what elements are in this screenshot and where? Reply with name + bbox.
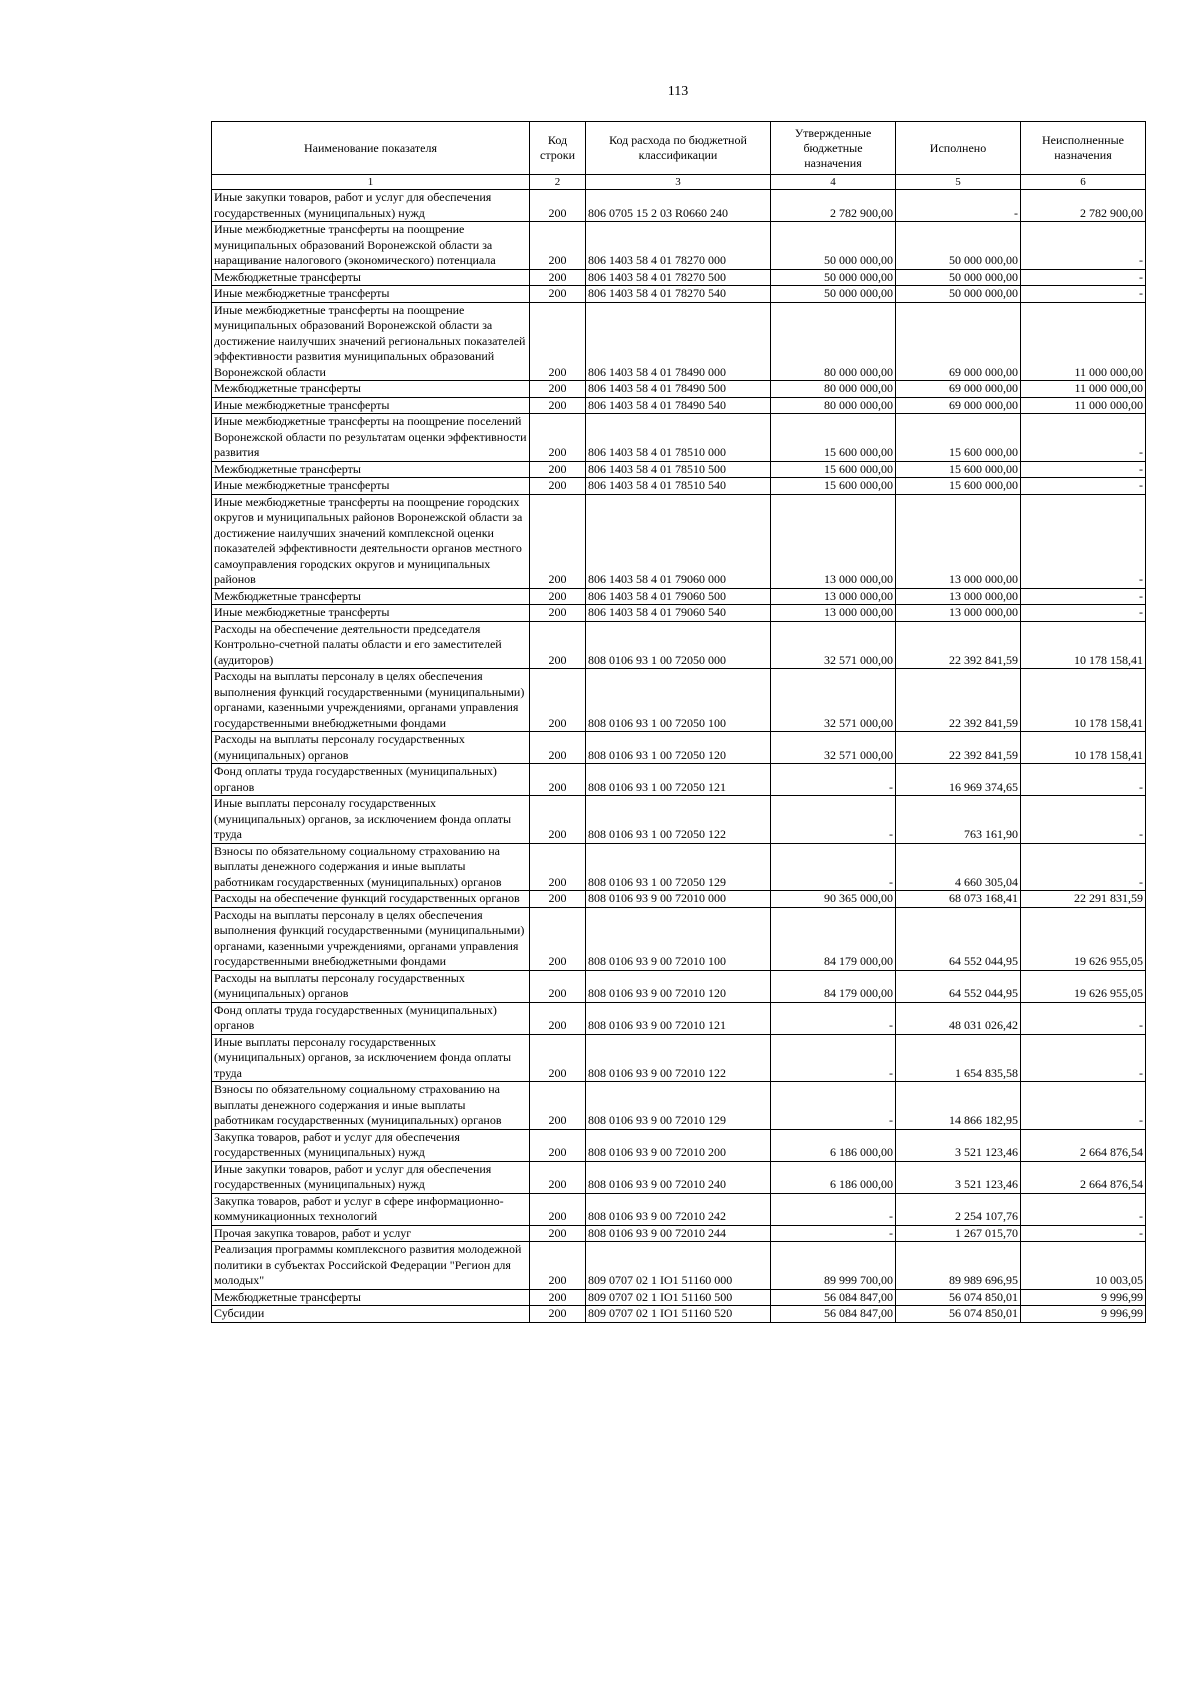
executed-amount-cell: 13 000 000,00 xyxy=(896,588,1021,605)
unexecuted-amount-cell: - xyxy=(1021,414,1146,462)
approved-amount-cell: 80 000 000,00 xyxy=(771,397,896,414)
approved-amount-cell: 32 571 000,00 xyxy=(771,732,896,764)
budget-code-cell: 806 1403 58 4 01 79060 500 xyxy=(586,588,771,605)
table-row xyxy=(212,478,1146,495)
unexecuted-amount-cell: - xyxy=(1021,764,1146,796)
executed-amount-cell: - xyxy=(896,190,1021,222)
approved-amount-cell: 84 179 000,00 xyxy=(771,970,896,1002)
unexecuted-amount-cell: - xyxy=(1021,796,1146,844)
unexecuted-amount-cell: - xyxy=(1021,478,1146,495)
row-code-cell: 200 xyxy=(530,302,586,381)
unexecuted-amount-cell: 11 000 000,00 xyxy=(1021,302,1146,381)
table-row xyxy=(212,605,1146,622)
column-number: 2 xyxy=(530,175,586,190)
row-code-cell: 200 xyxy=(530,621,586,669)
indicator-name-cell: Иные межбюджетные трансферты xyxy=(212,286,530,303)
unexecuted-amount-cell: 11 000 000,00 xyxy=(1021,397,1146,414)
approved-amount-cell: - xyxy=(771,1034,896,1082)
row-code-cell: 200 xyxy=(530,1306,586,1323)
approved-amount-cell: 13 000 000,00 xyxy=(771,494,896,588)
header-approved: Утвержденные бюджетные назначения xyxy=(771,122,896,175)
row-code-cell: 200 xyxy=(530,732,586,764)
unexecuted-amount-cell: - xyxy=(1021,1034,1146,1082)
unexecuted-amount-cell: 10 178 158,41 xyxy=(1021,732,1146,764)
approved-amount-cell: 50 000 000,00 xyxy=(771,222,896,270)
unexecuted-amount-cell: - xyxy=(1021,605,1146,622)
budget-code-cell: 806 1403 58 4 01 78490 540 xyxy=(586,397,771,414)
unexecuted-amount-cell: 22 291 831,59 xyxy=(1021,891,1146,908)
approved-amount-cell: 32 571 000,00 xyxy=(771,669,896,732)
header-unexecuted: Неисполненные назначения xyxy=(1021,122,1146,175)
unexecuted-amount-cell: 9 996,99 xyxy=(1021,1289,1146,1306)
budget-code-cell: 808 0106 93 1 00 72050 100 xyxy=(586,669,771,732)
row-code-cell: 200 xyxy=(530,461,586,478)
indicator-name-cell: Иные межбюджетные трансферты xyxy=(212,478,530,495)
budget-code-cell: 806 0705 15 2 03 R0660 240 xyxy=(586,190,771,222)
approved-amount-cell: 89 999 700,00 xyxy=(771,1242,896,1290)
approved-amount-cell: - xyxy=(771,1002,896,1034)
executed-amount-cell: 1 267 015,70 xyxy=(896,1225,1021,1242)
executed-amount-cell: 64 552 044,95 xyxy=(896,907,1021,970)
budget-code-cell: 808 0106 93 9 00 72010 120 xyxy=(586,970,771,1002)
row-code-cell: 200 xyxy=(530,796,586,844)
unexecuted-amount-cell: 11 000 000,00 xyxy=(1021,381,1146,398)
budget-code-cell: 806 1403 58 4 01 78270 000 xyxy=(586,222,771,270)
column-number: 6 xyxy=(1021,175,1146,190)
unexecuted-amount-cell: - xyxy=(1021,269,1146,286)
indicator-name-cell: Фонд оплаты труда государственных (муниципальных) органов xyxy=(212,1002,530,1034)
unexecuted-amount-cell: 2 664 876,54 xyxy=(1021,1129,1146,1161)
approved-amount-cell: - xyxy=(771,796,896,844)
executed-amount-cell: 56 074 850,01 xyxy=(896,1306,1021,1323)
executed-amount-cell: 763 161,90 xyxy=(896,796,1021,844)
approved-amount-cell: 56 084 847,00 xyxy=(771,1289,896,1306)
row-code-cell: 200 xyxy=(530,1225,586,1242)
row-code-cell: 200 xyxy=(530,843,586,891)
approved-amount-cell: 90 365 000,00 xyxy=(771,891,896,908)
budget-code-cell: 808 0106 93 1 00 72050 120 xyxy=(586,732,771,764)
table-row xyxy=(212,1289,1146,1306)
approved-amount-cell: 50 000 000,00 xyxy=(771,269,896,286)
approved-amount-cell: - xyxy=(771,1193,896,1225)
table-header xyxy=(212,122,1146,190)
unexecuted-amount-cell: - xyxy=(1021,1082,1146,1130)
row-code-cell: 200 xyxy=(530,1129,586,1161)
budget-code-cell: 808 0106 93 9 00 72010 100 xyxy=(586,907,771,970)
budget-code-cell: 806 1403 58 4 01 78490 000 xyxy=(586,302,771,381)
row-code-cell: 200 xyxy=(530,764,586,796)
unexecuted-amount-cell: 10 178 158,41 xyxy=(1021,669,1146,732)
indicator-name-cell: Межбюджетные трансферты xyxy=(212,588,530,605)
unexecuted-amount-cell: - xyxy=(1021,588,1146,605)
executed-amount-cell: 64 552 044,95 xyxy=(896,970,1021,1002)
indicator-name-cell: Иные межбюджетные трансферты на поощрение муниципальных образований Воронежской области за наращивание налогового (экономического) потенциала xyxy=(212,222,530,270)
row-code-cell: 200 xyxy=(530,1289,586,1306)
table-row xyxy=(212,414,1146,462)
executed-amount-cell: 50 000 000,00 xyxy=(896,269,1021,286)
budget-code-cell: 806 1403 58 4 01 78270 540 xyxy=(586,286,771,303)
executed-amount-cell: 1 654 835,58 xyxy=(896,1034,1021,1082)
executed-amount-cell: 56 074 850,01 xyxy=(896,1289,1021,1306)
executed-amount-cell: 14 866 182,95 xyxy=(896,1082,1021,1130)
table-row xyxy=(212,1225,1146,1242)
row-code-cell: 200 xyxy=(530,269,586,286)
budget-code-cell: 808 0106 93 9 00 72010 244 xyxy=(586,1225,771,1242)
budget-code-cell: 808 0106 93 9 00 72010 129 xyxy=(586,1082,771,1130)
table-row xyxy=(212,269,1146,286)
approved-amount-cell: 13 000 000,00 xyxy=(771,605,896,622)
row-code-cell: 200 xyxy=(530,381,586,398)
unexecuted-amount-cell: 10 003,05 xyxy=(1021,1242,1146,1290)
indicator-name-cell: Иные выплаты персоналу государственных (муниципальных) органов, за исключением фонда оплаты труда xyxy=(212,796,530,844)
row-code-cell: 200 xyxy=(530,397,586,414)
table-row xyxy=(212,381,1146,398)
indicator-name-cell: Иные межбюджетные трансферты xyxy=(212,605,530,622)
row-code-cell: 200 xyxy=(530,1161,586,1193)
column-number: 4 xyxy=(771,175,896,190)
indicator-name-cell: Фонд оплаты труда государственных (муниципальных) органов xyxy=(212,764,530,796)
budget-code-cell: 808 0106 93 9 00 72010 121 xyxy=(586,1002,771,1034)
unexecuted-amount-cell: - xyxy=(1021,286,1146,303)
indicator-name-cell: Межбюджетные трансферты xyxy=(212,461,530,478)
header-executed: Исполнено xyxy=(896,122,1021,175)
executed-amount-cell: 69 000 000,00 xyxy=(896,302,1021,381)
page-number: 113 xyxy=(667,84,689,99)
table-row xyxy=(212,1161,1146,1193)
budget-code-cell: 808 0106 93 9 00 72010 240 xyxy=(586,1161,771,1193)
unexecuted-amount-cell: - xyxy=(1021,461,1146,478)
approved-amount-cell: 6 186 000,00 xyxy=(771,1129,896,1161)
executed-amount-cell: 16 969 374,65 xyxy=(896,764,1021,796)
table-row xyxy=(212,843,1146,891)
table-row xyxy=(212,397,1146,414)
executed-amount-cell: 2 254 107,76 xyxy=(896,1193,1021,1225)
row-code-cell: 200 xyxy=(530,478,586,495)
row-code-cell: 200 xyxy=(530,669,586,732)
budget-code-cell: 808 0106 93 1 00 72050 122 xyxy=(586,796,771,844)
unexecuted-amount-cell: - xyxy=(1021,494,1146,588)
budget-code-cell: 809 0707 02 1 IO1 51160 500 xyxy=(586,1289,771,1306)
approved-amount-cell: - xyxy=(771,1082,896,1130)
row-code-cell: 200 xyxy=(530,588,586,605)
indicator-name-cell: Расходы на обеспечение деятельности председателя Контрольно-счетной палаты области и его заместителей (аудиторов) xyxy=(212,621,530,669)
approved-amount-cell: 32 571 000,00 xyxy=(771,621,896,669)
column-number: 3 xyxy=(586,175,771,190)
indicator-name-cell: Иные выплаты персоналу государственных (муниципальных) органов, за исключением фонда оплаты труда xyxy=(212,1034,530,1082)
executed-amount-cell: 22 392 841,59 xyxy=(896,732,1021,764)
approved-amount-cell: 2 782 900,00 xyxy=(771,190,896,222)
budget-code-cell: 806 1403 58 4 01 79060 540 xyxy=(586,605,771,622)
indicator-name-cell: Закупка товаров, работ и услуг в сфере информационно-коммуникационных технологий xyxy=(212,1193,530,1225)
approved-amount-cell: - xyxy=(771,1225,896,1242)
table-row xyxy=(212,302,1146,381)
unexecuted-amount-cell: - xyxy=(1021,222,1146,270)
executed-amount-cell: 3 521 123,46 xyxy=(896,1161,1021,1193)
indicator-name-cell: Иные закупки товаров, работ и услуг для обеспечения государственных (муниципальных) нужд xyxy=(212,1161,530,1193)
approved-amount-cell: 15 600 000,00 xyxy=(771,414,896,462)
indicator-name-cell: Расходы на выплаты персоналу государственных (муниципальных) органов xyxy=(212,970,530,1002)
indicator-name-cell: Реализация программы комплексного развития молодежной политики в субъектах Российской Федерации "Регион для молодых" xyxy=(212,1242,530,1290)
approved-amount-cell: 80 000 000,00 xyxy=(771,381,896,398)
table-row xyxy=(212,461,1146,478)
indicator-name-cell: Иные межбюджетные трансферты на поощрение муниципальных образований Воронежской области за достижение наилучших значений региональных показателей эффективности развития муниципальных образований Воронежской области xyxy=(212,302,530,381)
row-code-cell: 200 xyxy=(530,1002,586,1034)
table-row xyxy=(212,1082,1146,1130)
table-body xyxy=(212,190,1146,1323)
unexecuted-amount-cell: - xyxy=(1021,1225,1146,1242)
executed-amount-cell: 13 000 000,00 xyxy=(896,494,1021,588)
unexecuted-amount-cell: - xyxy=(1021,843,1146,891)
row-code-cell: 200 xyxy=(530,1082,586,1130)
table-row xyxy=(212,494,1146,588)
table-row xyxy=(212,796,1146,844)
header-row-code: Код строки xyxy=(530,122,586,175)
table-row xyxy=(212,588,1146,605)
approved-amount-cell: 13 000 000,00 xyxy=(771,588,896,605)
unexecuted-amount-cell: 19 626 955,05 xyxy=(1021,907,1146,970)
indicator-name-cell: Расходы на выплаты персоналу в целях обеспечения выполнения функций государственными (муниципальными) органами, казенными учреждениями, органами управления государственными внебюджетными фондами xyxy=(212,669,530,732)
budget-code-cell: 808 0106 93 9 00 72010 200 xyxy=(586,1129,771,1161)
row-code-cell: 200 xyxy=(530,286,586,303)
unexecuted-amount-cell: - xyxy=(1021,1193,1146,1225)
executed-amount-cell: 69 000 000,00 xyxy=(896,381,1021,398)
indicator-name-cell: Межбюджетные трансферты xyxy=(212,381,530,398)
unexecuted-amount-cell: 2 782 900,00 xyxy=(1021,190,1146,222)
indicator-name-cell: Иные межбюджетные трансферты на поощрение городских округов и муниципальных районов Воронежской области за достижение наилучших значений комплексной оценки показателей эффективности деятельности органов местного самоуправления городских округов и муниципальных районов xyxy=(212,494,530,588)
row-code-cell: 200 xyxy=(530,605,586,622)
table-row xyxy=(212,891,1146,908)
column-number: 1 xyxy=(212,175,530,190)
budget-code-cell: 808 0106 93 9 00 72010 242 xyxy=(586,1193,771,1225)
row-code-cell: 200 xyxy=(530,970,586,1002)
budget-code-cell: 808 0106 93 9 00 72010 000 xyxy=(586,891,771,908)
approved-amount-cell: 80 000 000,00 xyxy=(771,302,896,381)
budget-code-cell: 808 0106 93 1 00 72050 129 xyxy=(586,843,771,891)
executed-amount-cell: 13 000 000,00 xyxy=(896,605,1021,622)
table-row xyxy=(212,907,1146,970)
row-code-cell: 200 xyxy=(530,494,586,588)
table-row xyxy=(212,190,1146,222)
indicator-name-cell: Субсидии xyxy=(212,1306,530,1323)
executed-amount-cell: 68 073 168,41 xyxy=(896,891,1021,908)
table-row xyxy=(212,1002,1146,1034)
executed-amount-cell: 22 392 841,59 xyxy=(896,621,1021,669)
table-row xyxy=(212,621,1146,669)
row-code-cell: 200 xyxy=(530,1034,586,1082)
indicator-name-cell: Иные межбюджетные трансферты xyxy=(212,397,530,414)
row-code-cell: 200 xyxy=(530,891,586,908)
table-row xyxy=(212,1193,1146,1225)
indicator-name-cell: Взносы по обязательному социальному страхованию на выплаты денежного содержания и иные выплаты работникам государственных (муниципальных) органов xyxy=(212,843,530,891)
header-budget-code: Код расхода по бюджетной классификации xyxy=(586,122,771,175)
indicator-name-cell: Расходы на выплаты персоналу государственных (муниципальных) органов xyxy=(212,732,530,764)
unexecuted-amount-cell: 10 178 158,41 xyxy=(1021,621,1146,669)
unexecuted-amount-cell: 2 664 876,54 xyxy=(1021,1161,1146,1193)
indicator-name-cell: Иные закупки товаров, работ и услуг для обеспечения государственных (муниципальных) нужд xyxy=(212,190,530,222)
row-code-cell: 200 xyxy=(530,907,586,970)
indicator-name-cell: Расходы на выплаты персоналу в целях обеспечения выполнения функций государственными (муниципальными) органами, казенными учреждениями, органами управления государственными внебюджетными фондами xyxy=(212,907,530,970)
budget-code-cell: 809 0707 02 1 IO1 51160 000 xyxy=(586,1242,771,1290)
row-code-cell: 200 xyxy=(530,1193,586,1225)
indicator-name-cell: Иные межбюджетные трансферты на поощрение поселений Воронежской области по результатам оценки эффективности развития xyxy=(212,414,530,462)
indicator-name-cell: Межбюджетные трансферты xyxy=(212,269,530,286)
approved-amount-cell: 56 084 847,00 xyxy=(771,1306,896,1323)
budget-code-cell: 806 1403 58 4 01 78270 500 xyxy=(586,269,771,286)
budget-code-cell: 806 1403 58 4 01 78510 000 xyxy=(586,414,771,462)
budget-code-cell: 806 1403 58 4 01 78490 500 xyxy=(586,381,771,398)
approved-amount-cell: - xyxy=(771,843,896,891)
table-row xyxy=(212,1034,1146,1082)
approved-amount-cell: 6 186 000,00 xyxy=(771,1161,896,1193)
approved-amount-cell: - xyxy=(771,764,896,796)
budget-code-cell: 806 1403 58 4 01 78510 540 xyxy=(586,478,771,495)
table-row xyxy=(212,1306,1146,1323)
table-row xyxy=(212,764,1146,796)
indicator-name-cell: Межбюджетные трансферты xyxy=(212,1289,530,1306)
executed-amount-cell: 15 600 000,00 xyxy=(896,461,1021,478)
budget-code-cell: 808 0106 93 9 00 72010 122 xyxy=(586,1034,771,1082)
executed-amount-cell: 22 392 841,59 xyxy=(896,669,1021,732)
row-code-cell: 200 xyxy=(530,190,586,222)
executed-amount-cell: 15 600 000,00 xyxy=(896,478,1021,495)
unexecuted-amount-cell: 9 996,99 xyxy=(1021,1306,1146,1323)
executed-amount-cell: 50 000 000,00 xyxy=(896,286,1021,303)
executed-amount-cell: 89 989 696,95 xyxy=(896,1242,1021,1290)
indicator-name-cell: Прочая закупка товаров, работ и услуг xyxy=(212,1225,530,1242)
unexecuted-amount-cell: - xyxy=(1021,1002,1146,1034)
approved-amount-cell: 15 600 000,00 xyxy=(771,478,896,495)
approved-amount-cell: 50 000 000,00 xyxy=(771,286,896,303)
row-code-cell: 200 xyxy=(530,1242,586,1290)
unexecuted-amount-cell: 19 626 955,05 xyxy=(1021,970,1146,1002)
header-name: Наименование показателя xyxy=(212,122,530,175)
executed-amount-cell: 48 031 026,42 xyxy=(896,1002,1021,1034)
approved-amount-cell: 15 600 000,00 xyxy=(771,461,896,478)
executed-amount-cell: 50 000 000,00 xyxy=(896,222,1021,270)
row-code-cell: 200 xyxy=(530,222,586,270)
table-row xyxy=(212,222,1146,270)
executed-amount-cell: 15 600 000,00 xyxy=(896,414,1021,462)
table-row xyxy=(212,669,1146,732)
budget-code-cell: 806 1403 58 4 01 79060 000 xyxy=(586,494,771,588)
indicator-name-cell: Расходы на обеспечение функций государственных органов xyxy=(212,891,530,908)
budget-code-cell: 806 1403 58 4 01 78510 500 xyxy=(586,461,771,478)
table-row xyxy=(212,1242,1146,1290)
table-row xyxy=(212,732,1146,764)
executed-amount-cell: 69 000 000,00 xyxy=(896,397,1021,414)
budget-code-cell: 808 0106 93 1 00 72050 000 xyxy=(586,621,771,669)
row-code-cell: 200 xyxy=(530,414,586,462)
table-row xyxy=(212,970,1146,1002)
column-number: 5 xyxy=(896,175,1021,190)
table-row xyxy=(212,286,1146,303)
budget-code-cell: 808 0106 93 1 00 72050 121 xyxy=(586,764,771,796)
executed-amount-cell: 4 660 305,04 xyxy=(896,843,1021,891)
indicator-name-cell: Закупка товаров, работ и услуг для обеспечения государственных (муниципальных) нужд xyxy=(212,1129,530,1161)
budget-code-cell: 809 0707 02 1 IO1 51160 520 xyxy=(586,1306,771,1323)
executed-amount-cell: 3 521 123,46 xyxy=(896,1129,1021,1161)
budget-execution-table xyxy=(211,121,1146,1323)
indicator-name-cell: Взносы по обязательному социальному страхованию на выплаты денежного содержания и иные выплаты работникам государственных (муниципальных) органов xyxy=(212,1082,530,1130)
table-row xyxy=(212,1129,1146,1161)
approved-amount-cell: 84 179 000,00 xyxy=(771,907,896,970)
